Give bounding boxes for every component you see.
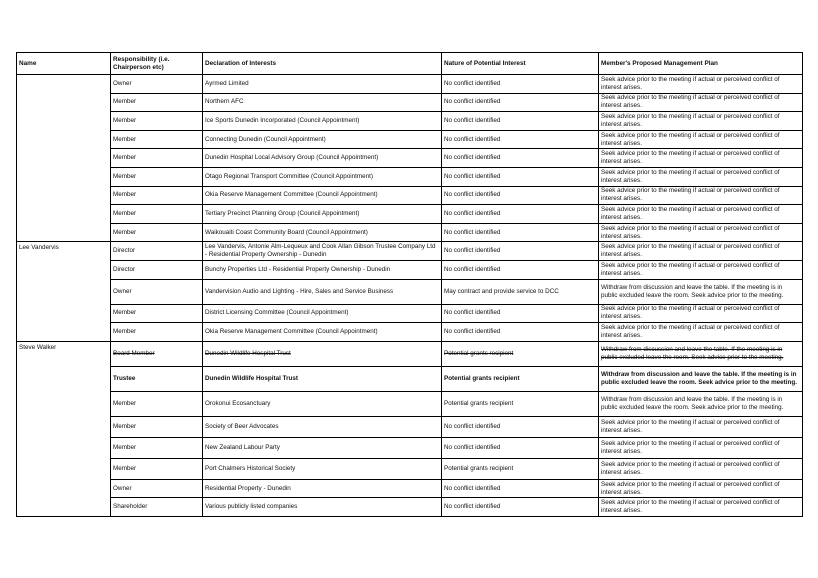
- plan-cell: Withdraw from discussion and leave the table. If the meeting is in public excluded leave the room. Seek advice prior to the meeting.: [599, 279, 803, 304]
- plan-cell: Seek advice prior to the meeting if actual or perceived conflict of interest arises.: [599, 223, 803, 242]
- table-row: [17, 223, 803, 242]
- declaration-cell: Port Chalmers Historical Society: [203, 458, 442, 479]
- table-row-struck: [17, 341, 803, 366]
- plan-cell: Seek advice prior to the meeting if actual or perceived conflict of interest arises.: [599, 498, 803, 517]
- plan-cell: Seek advice prior to the meeting if actual or perceived conflict of interest arises.: [599, 479, 803, 498]
- responsibility-cell: Member: [111, 112, 203, 131]
- table-row: [17, 279, 803, 304]
- nature-cell: No conflict identified: [442, 437, 599, 458]
- table-row: [17, 437, 803, 458]
- header-responsibility: Responsibility (i.e. Chairperson etc): [111, 53, 203, 75]
- interests-table: [16, 52, 803, 517]
- table-row: [17, 167, 803, 186]
- nature-cell: No conflict identified: [442, 223, 599, 242]
- declaration-cell: Okia Reserve Management Committee (Council Appointment): [203, 186, 442, 205]
- responsibility-cell: Director: [111, 260, 203, 279]
- nature-cell: No conflict identified: [442, 167, 599, 186]
- nature-cell: No conflict identified: [442, 323, 599, 342]
- responsibility-cell: Owner: [111, 75, 203, 94]
- member-name-steve-walker: Steve Walker: [17, 341, 111, 516]
- responsibility-cell: Member: [111, 458, 203, 479]
- nature-cell: No conflict identified: [442, 479, 599, 498]
- declaration-cell: Okia Reserve Management Committee (Council Appointment): [203, 323, 442, 342]
- plan-cell: Seek advice prior to the meeting if actual or perceived conflict of interest arises.: [599, 304, 803, 323]
- declaration-cell: Tertiary Precinct Planning Group (Council Appointment): [203, 205, 442, 224]
- nature-cell: No conflict identified: [442, 205, 599, 224]
- declaration-cell: Dunedin Wildlife Hospital Trust: [203, 341, 442, 366]
- responsibility-cell: Member: [111, 149, 203, 168]
- responsibility-cell: Member: [111, 437, 203, 458]
- responsibility-cell: Director: [111, 242, 203, 261]
- table-row: [17, 323, 803, 342]
- declaration-cell: New Zealand Labour Party: [203, 437, 442, 458]
- table-row: [17, 75, 803, 94]
- plan-cell: Seek advice prior to the meeting if actual or perceived conflict of interest arises.: [599, 186, 803, 205]
- nature-cell: No conflict identified: [442, 260, 599, 279]
- declaration-cell: Northern AFC: [203, 93, 442, 112]
- plan-cell: Seek advice prior to the meeting if actual or perceived conflict of interest arises.: [599, 458, 803, 479]
- nature-cell: No conflict identified: [442, 304, 599, 323]
- nature-cell: No conflict identified: [442, 186, 599, 205]
- nature-cell: No conflict identified: [442, 112, 599, 131]
- nature-cell: Potential grants recipient: [442, 366, 599, 391]
- declaration-cell: Dunedin Wildlife Hospital Trust: [203, 366, 442, 391]
- nature-cell: No conflict identified: [442, 130, 599, 149]
- plan-cell: Seek advice prior to the meeting if actual or perceived conflict of interest arises.: [599, 167, 803, 186]
- nature-cell: Potential grants recipient: [442, 341, 599, 366]
- declaration-cell: Otago Regional Transport Committee (Council Appointment): [203, 167, 442, 186]
- plan-cell: Seek advice prior to the meeting if actual or perceived conflict of interest arises.: [599, 75, 803, 94]
- responsibility-cell: Member: [111, 205, 203, 224]
- responsibility-cell: Member: [111, 130, 203, 149]
- plan-cell: Seek advice prior to the meeting if actual or perceived conflict of interest arises.: [599, 260, 803, 279]
- declaration-cell: Connecting Dunedin (Council Appointment): [203, 130, 442, 149]
- responsibility-cell: Board Member: [111, 341, 203, 366]
- member-name-cell: [17, 75, 111, 242]
- nature-cell: No conflict identified: [442, 416, 599, 437]
- responsibility-cell: Owner: [111, 479, 203, 498]
- responsibility-cell: Member: [111, 186, 203, 205]
- table-row: [17, 260, 803, 279]
- responsibility-cell: Member: [111, 416, 203, 437]
- plan-cell: Seek advice prior to the meeting if actual or perceived conflict of interest arises.: [599, 242, 803, 261]
- table-row: [17, 304, 803, 323]
- plan-cell: Withdraw from discussion and leave the table. If the meeting is in public excluded leave the room. Seek advice prior to the meeting.: [599, 391, 803, 416]
- nature-cell: Potential grants recipient: [442, 458, 599, 479]
- responsibility-cell: Member: [111, 93, 203, 112]
- interests-register-page: [16, 52, 802, 517]
- responsibility-cell: Member: [111, 304, 203, 323]
- plan-cell: Seek advice prior to the meeting if actual or perceived conflict of interest arises.: [599, 93, 803, 112]
- responsibility-cell: Member: [111, 223, 203, 242]
- declaration-cell: Ice Sports Dunedin Incorporated (Council Appointment): [203, 112, 442, 131]
- table-row: [17, 112, 803, 131]
- table-row: [17, 479, 803, 498]
- plan-cell: Seek advice prior to the meeting if actual or perceived conflict of interest arises.: [599, 323, 803, 342]
- responsibility-cell: Member: [111, 323, 203, 342]
- plan-cell: Seek advice prior to the meeting if actual or perceived conflict of interest arises.: [599, 112, 803, 131]
- nature-cell: No conflict identified: [442, 498, 599, 517]
- declaration-cell: Lee Vandervis, Antonie Alm-Lequeux and Cook Allan Gibson Trustee Company Ltd - Residential Property Ownership - Dunedin: [203, 242, 442, 261]
- nature-cell: Potential grants recipient: [442, 391, 599, 416]
- table-row: [17, 149, 803, 168]
- responsibility-cell: Member: [111, 391, 203, 416]
- table-row: [17, 242, 803, 261]
- header-declaration: Declaration of Interests: [203, 53, 442, 75]
- plan-cell: Seek advice prior to the meeting if actual or perceived conflict of interest arises.: [599, 205, 803, 224]
- declaration-cell: Orokonui Ecosanctuary: [203, 391, 442, 416]
- table-row: [17, 186, 803, 205]
- plan-cell: Withdraw from discussion and leave the table. If the meeting is in public excluded leave the room. Seek advice prior to the meeting.: [599, 366, 803, 391]
- declaration-cell: Ayrmed Limited: [203, 75, 442, 94]
- plan-cell: Seek advice prior to the meeting if actual or perceived conflict of interest arises.: [599, 130, 803, 149]
- nature-cell: May contract and provide service to DCC: [442, 279, 599, 304]
- table-row: [17, 130, 803, 149]
- nature-cell: No conflict identified: [442, 93, 599, 112]
- header-name: Name: [17, 53, 111, 75]
- declaration-cell: Waikouaiti Coast Community Board (Council Appointment): [203, 223, 442, 242]
- table-row: [17, 498, 803, 517]
- declaration-cell: Dunedin Hospital Local Advisory Group (Council Appointment): [203, 149, 442, 168]
- declaration-cell: Vandervision Audio and Lighting - Hire, Sales and Service Business: [203, 279, 442, 304]
- responsibility-cell: Member: [111, 167, 203, 186]
- declaration-cell: Bunchy Properties Ltd - Residential Property Ownership - Dunedin: [203, 260, 442, 279]
- header-plan: Member's Proposed Management Plan: [599, 53, 803, 75]
- declaration-cell: Various publicly listed companies: [203, 498, 442, 517]
- table-row: [17, 93, 803, 112]
- table-row: [17, 205, 803, 224]
- plan-cell: Seek advice prior to the meeting if actual or perceived conflict of interest arises.: [599, 437, 803, 458]
- plan-cell: Seek advice prior to the meeting if actual or perceived conflict of interest arises.: [599, 149, 803, 168]
- responsibility-cell: Owner: [111, 279, 203, 304]
- plan-cell: Seek advice prior to the meeting if actual or perceived conflict of interest arises.: [599, 416, 803, 437]
- member-name-lee-vandervis: Lee Vandervis: [17, 242, 111, 341]
- plan-cell: Withdraw from discussion and leave the table. If the meeting is in public excluded leave the room. Seek advice prior to the meeting.: [599, 341, 803, 366]
- nature-cell: No conflict identified: [442, 149, 599, 168]
- responsibility-cell: Shareholder: [111, 498, 203, 517]
- header-nature: Nature of Potential Interest: [442, 53, 599, 75]
- nature-cell: No conflict identified: [442, 75, 599, 94]
- table-row: [17, 458, 803, 479]
- declaration-cell: Society of Beer Advocates: [203, 416, 442, 437]
- table-row: [17, 416, 803, 437]
- declaration-cell: Residential Property - Dunedin: [203, 479, 442, 498]
- table-row: [17, 391, 803, 416]
- declaration-cell: District Licensing Committee (Council Appointment): [203, 304, 442, 323]
- header-row: [17, 53, 803, 75]
- responsibility-cell: Trustee: [111, 366, 203, 391]
- table-row-added: [17, 366, 803, 391]
- nature-cell: No conflict identified: [442, 242, 599, 261]
